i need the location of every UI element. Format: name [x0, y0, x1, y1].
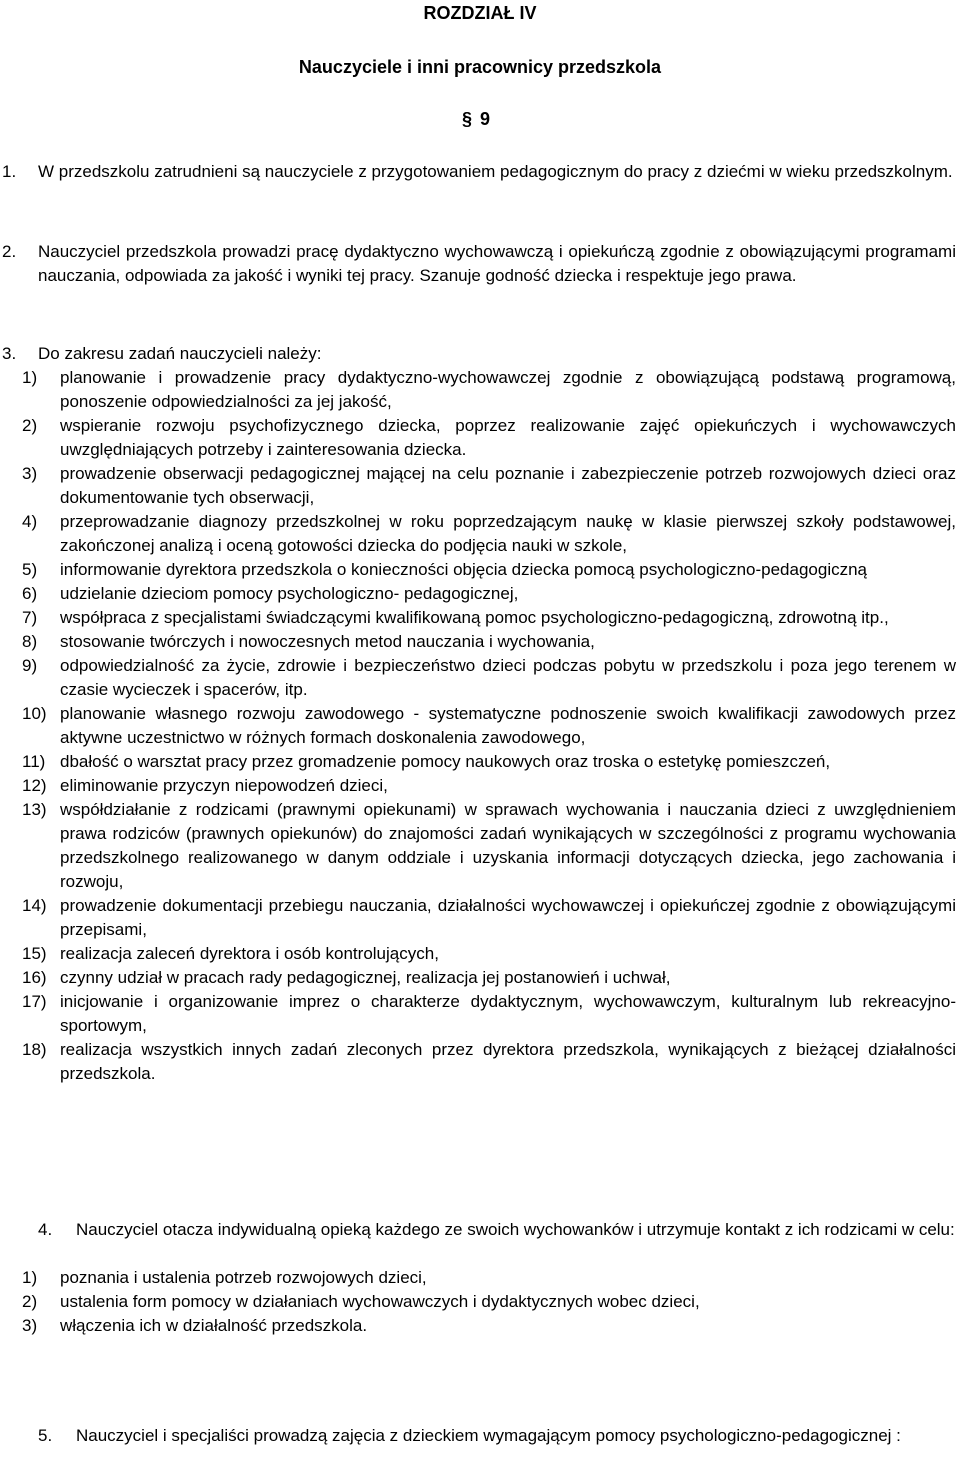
list-item — [0, 1290, 960, 1314]
item-number: 2) — [22, 1292, 38, 1311]
list-item — [0, 966, 960, 990]
item-number: 12) — [22, 776, 47, 795]
item-number: 1) — [22, 368, 38, 387]
list-item — [0, 702, 960, 750]
list-item — [0, 414, 960, 462]
item-text: przeprowadzanie diagnozy przedszkolnej w roku poprzedzającym naukę w klasie pierwszej szkoły podstawowej, zakończonej analizą i oceną gotowości dziecka do podjęcia nauki w szkole, — [60, 512, 956, 555]
paragraph-4-list — [0, 1266, 960, 1338]
item-text: włączenia ich w działalność przedszkola. — [60, 1316, 368, 1335]
item-number: 13) — [22, 800, 47, 819]
paragraph-number: 5. — [38, 1426, 53, 1445]
list-item — [0, 606, 960, 630]
paragraph-text: Nauczyciel przedszkola prowadzi pracę dydaktyczno wychowawczą i opiekuńczą zgodnie z obowiązującymi programami nauczania, odpowiada za jakość i wyniki tej pracy. Szanuje godność dziecka i respektuje jego prawa. — [38, 242, 956, 285]
chapter-subtitle: Nauczyciele i inni pracownicy przedszkola — [298, 57, 662, 77]
chapter-heading: ROZDZIAŁ IV — [423, 3, 537, 23]
item-text: dbałość o warsztat pracy przez gromadzenie pomocy naukowych oraz troska o estetykę pomieszczeń, — [60, 752, 831, 771]
item-text: realizacja wszystkich innych zadań zleconych przez dyrektora przedszkola, wynikających z bieżącej działalności przedszkola. — [60, 1040, 956, 1083]
list-item — [0, 942, 960, 966]
item-number: 14) — [22, 896, 47, 915]
item-text: planowanie własnego rozwoju zawodowego - systematyczne podnoszenie swoich kwalifikacji zawodowych przez aktywne uczestnictwo w różnych formach doskonalenia zawodowego, — [60, 704, 956, 747]
item-text: inicjowanie i organizowanie imprez o charakterze dydaktycznym, wychowawczym, kulturalnym lub rekreacyjno-sportowym, — [60, 992, 956, 1035]
list-item — [0, 462, 960, 510]
paragraph-number: 2. — [2, 242, 17, 261]
list-item — [0, 654, 960, 702]
list-item — [0, 510, 960, 558]
item-number: 15) — [22, 944, 47, 963]
paragraph-text: Do zakresu zadań nauczycieli należy: — [38, 344, 322, 363]
list-item — [0, 798, 960, 894]
list-item — [0, 1038, 960, 1086]
item-number: 5) — [22, 560, 38, 579]
item-text: współdziałanie z rodzicami (prawnymi opiekunami) w sprawach wychowania i nauczania dzieci z uwzględnieniem prawa rodziców (prawnych opiekunów) do znajomości zadań wynikających w szczególności z programu wychowania przedszkolnego realizowanego w danym oddziale i uzyskania informacji dotyczących dziecka, jego zachowania i rozwoju, — [60, 800, 956, 891]
item-text: informowanie dyrektora przedszkola o konieczności objęcia dziecka pomocą psychologiczno-pedagogiczną — [60, 560, 868, 579]
item-text: prowadzenie obserwacji pedagogicznej mającej na celu poznanie i zabezpieczenie potrzeb rozwojowych dzieci oraz dokumentowanie tych obserwacji, — [60, 464, 956, 507]
paragraph-text: Nauczyciel otacza indywidualną opieką każdego ze swoich wychowanków i utrzymuje kontakt z ich rodzicami w celu: — [76, 1220, 955, 1239]
item-text: współpraca z specjalistami świadczącymi kwalifikowaną pomoc psychologiczno-pedagogiczną, zdrowotną itp., — [60, 608, 889, 627]
item-number: 8) — [22, 632, 38, 651]
item-text: odpowiedzialność za życie, zdrowie i bezpieczeństwo dzieci podczas pobytu w przedszkolu i poza jego terenem w czasie wycieczek i spacerów, itp. — [60, 656, 956, 699]
item-text: wspieranie rozwoju psychofizycznego dziecka, poprzez realizowanie zajęć opiekuńczych i wychowawczych uwzględniających potrzeby i zainteresowania dziecka. — [60, 416, 956, 459]
list-item — [0, 558, 960, 582]
item-number: 11) — [22, 752, 46, 771]
item-number: 1) — [22, 1268, 38, 1287]
item-text: planowanie i prowadzenie pracy dydaktyczno-wychowawczej zgodnie z obowiązującą podstawą programową, ponoszenie odpowiedzialności za jej jakość, — [60, 368, 956, 411]
item-number: 17) — [22, 992, 47, 1011]
item-number: 2) — [22, 416, 38, 435]
list-item — [0, 774, 960, 798]
item-number: 18) — [22, 1040, 47, 1059]
list-item — [0, 1266, 960, 1290]
item-text: czynny udział w pracach rady pedagogicznej, realizacja jej postanowień i uchwał, — [60, 968, 671, 987]
item-text: udzielanie dzieciom pomocy psychologiczno- pedagogicznej, — [60, 584, 519, 603]
paragraph-number: 4. — [38, 1220, 53, 1239]
list-item — [0, 990, 960, 1038]
list-item — [0, 894, 960, 942]
item-number: 9) — [22, 656, 38, 675]
item-text: realizacja zaleceń dyrektora i osób kontrolujących, — [60, 944, 439, 963]
paragraph-text: Nauczyciel i specjaliści prowadzą zajęcia z dzieckiem wymagającym pomocy psychologiczno-pedagogicznej : — [76, 1426, 901, 1445]
paragraph-text: W przedszkolu zatrudnieni są nauczyciele z przygotowaniem pedagogicznym do pracy z dziećmi w wieku przedszkolnym. — [38, 162, 953, 181]
paragraph-number: 1. — [2, 162, 17, 181]
list-item — [0, 750, 960, 774]
item-text: ustalenia form pomocy w działaniach wychowawczych i dydaktycznych wobec dzieci, — [60, 1292, 700, 1311]
item-number: 3) — [22, 464, 38, 483]
item-text: poznania i ustalenia potrzeb rozwojowych dzieci, — [60, 1268, 427, 1287]
item-number: 10) — [22, 704, 47, 723]
item-text: prowadzenie dokumentacji przebiegu nauczania, działalności wychowawczej i opiekuńczej zgodnie z obowiązującymi przepisami, — [60, 896, 956, 939]
list-item — [0, 1314, 960, 1338]
section-heading — [462, 108, 490, 130]
paragraph-number: 3. — [2, 344, 17, 363]
section-number: 9 — [480, 109, 491, 129]
item-number: 3) — [22, 1316, 38, 1335]
list-item — [0, 630, 960, 654]
item-text: stosowanie twórczych i nowoczesnych metod nauczania i wychowania, — [60, 632, 595, 651]
item-text: eliminowanie przyczyn niepowodzeń dzieci, — [60, 776, 388, 795]
list-item — [0, 366, 960, 414]
list-item — [0, 582, 960, 606]
item-number: 6) — [22, 584, 38, 603]
item-number: 16) — [22, 968, 47, 987]
duties-list — [0, 366, 960, 1086]
item-number: 7) — [22, 608, 38, 627]
section-sign: § — [462, 109, 473, 129]
item-number: 4) — [22, 512, 38, 531]
